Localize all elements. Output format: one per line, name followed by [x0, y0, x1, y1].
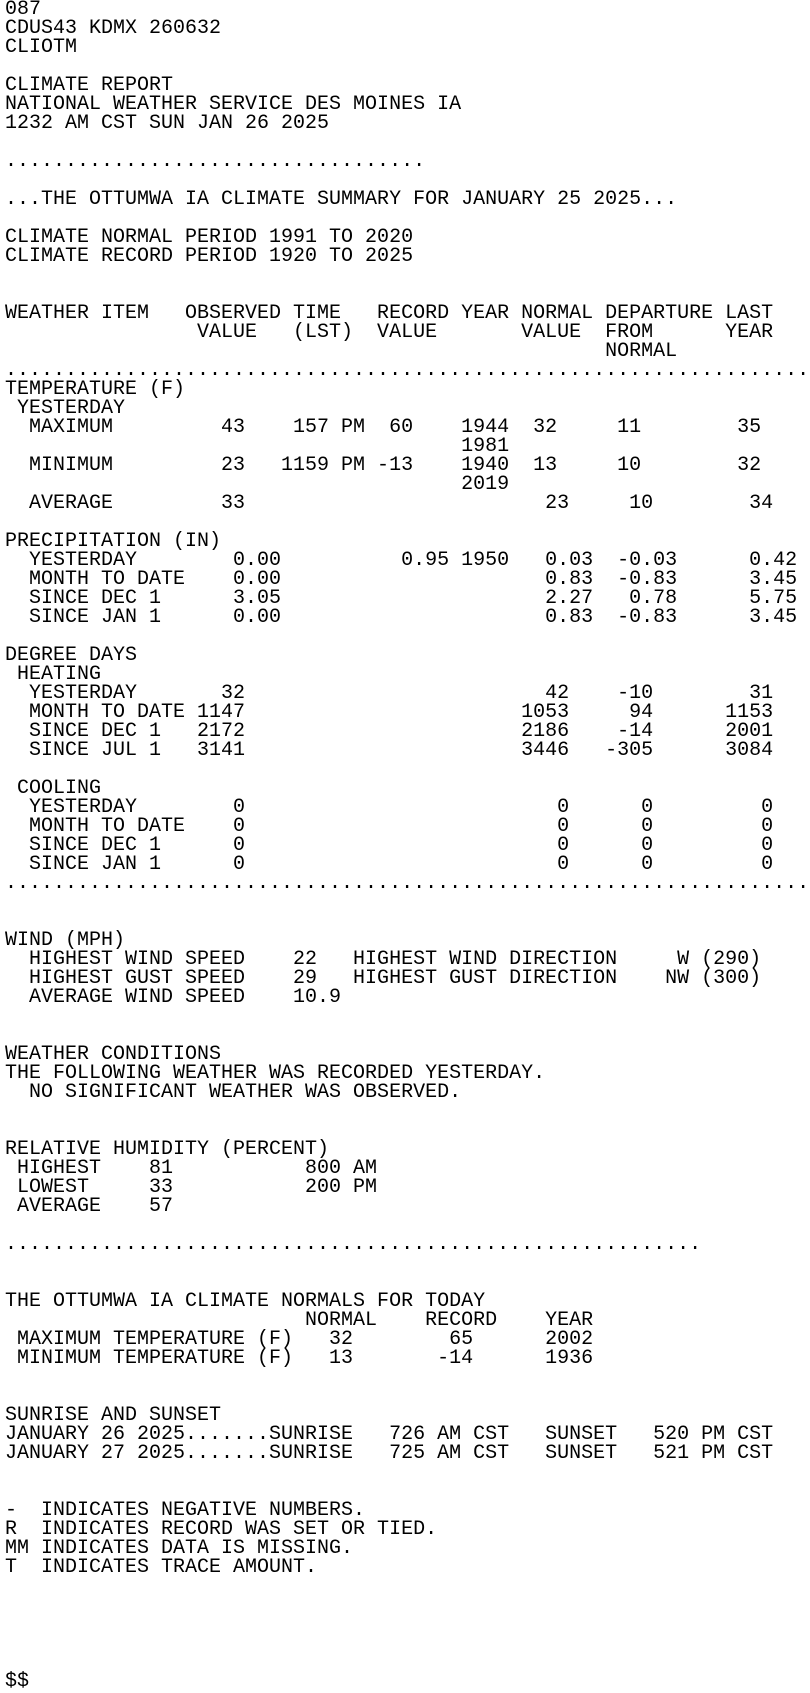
report-line [5, 1653, 810, 1672]
report-line [5, 1254, 810, 1273]
report-line: YESTERDAY 0.00 0.95 1950 0.03 -0.03 0.42 [5, 549, 798, 572]
report-line: MONTH TO DATE 0 0 0 0 [5, 815, 774, 838]
report-line: YESTERDAY 0 0 0 0 [5, 796, 774, 819]
report-line: CLIMATE RECORD PERIOD 1920 TO 2025 [5, 245, 414, 268]
report-line: MONTH TO DATE 0.00 0.83 -0.83 3.45 [5, 568, 798, 591]
report-line: HIGHEST WIND SPEED 22 HIGHEST WIND DIRECTION W (290) [5, 948, 762, 971]
report-line: $$ [5, 1670, 30, 1693]
report-line: NATIONAL WEATHER SERVICE DES MOINES IA [5, 93, 462, 116]
report-line: NORMAL [5, 340, 678, 363]
report-line [5, 1615, 810, 1634]
report-line: CLIMATE REPORT [5, 74, 174, 97]
report-line: AVERAGE 57 [5, 1195, 174, 1218]
report-line [5, 1634, 810, 1653]
report-line [5, 1577, 810, 1596]
report-line: WIND (MPH) [5, 929, 126, 952]
report-line [5, 1102, 810, 1121]
report-line: JANUARY 27 2025.......SUNRISE 725 AM CST SUNSET 521 PM CST [5, 1442, 774, 1465]
report-line: 2019 [5, 473, 510, 496]
report-line: SUNRISE AND SUNSET [5, 1404, 222, 1427]
report-line: THE FOLLOWING WEATHER WAS RECORDED YESTERDAY. [5, 1062, 546, 1085]
report-line: YESTERDAY [5, 397, 126, 420]
report-line: 087 [5, 0, 42, 21]
report-line: LOWEST 33 200 PM [5, 1176, 378, 1199]
report-line: HIGHEST GUST SPEED 29 HIGHEST GUST DIRECTION NW (300) [5, 967, 762, 990]
report-line: VALUE (LST) VALUE VALUE FROM YEAR [5, 321, 774, 344]
report-line: ................................................................... [5, 359, 810, 382]
report-line: WEATHER ITEM OBSERVED TIME RECORD YEAR NORMAL DEPARTURE LAST [5, 302, 774, 325]
report-line: CLIMATE NORMAL PERIOD 1991 TO 2020 [5, 226, 414, 249]
report-line: - INDICATES NEGATIVE NUMBERS. [5, 1499, 366, 1522]
report-line [5, 1596, 810, 1615]
report-line [5, 912, 810, 931]
report-line: SINCE JAN 1 0.00 0.83 -0.83 3.45 [5, 606, 798, 629]
report-line: TEMPERATURE (F) [5, 378, 186, 401]
report-line: MINIMUM 23 1159 PM -13 1940 13 10 32 [5, 454, 762, 477]
report-line: 1981 [5, 435, 510, 458]
report-line: 1232 AM CST SUN JAN 26 2025 [5, 112, 330, 135]
report-line: ................................................................... [5, 872, 810, 895]
report-line: CLIOTM [5, 36, 78, 59]
report-line: HIGHEST 81 800 AM [5, 1157, 378, 1180]
report-line: SINCE DEC 1 0 0 0 0 [5, 834, 774, 857]
report-line: NORMAL RECORD YEAR [5, 1309, 594, 1332]
report-line: SINCE DEC 1 3.05 2.27 0.78 5.75 [5, 587, 798, 610]
report-line: PRECIPITATION (IN) [5, 530, 222, 553]
report-line: CDUS43 KDMX 260632 [5, 17, 222, 40]
report-line [5, 266, 810, 285]
report-line: MONTH TO DATE 1147 1053 94 1153 [5, 701, 774, 724]
report-line: ................................... [5, 150, 426, 173]
report-line: NO SIGNIFICANT WEATHER WAS OBSERVED. [5, 1081, 462, 1104]
report-line: MAXIMUM TEMPERATURE (F) 32 65 2002 [5, 1328, 594, 1351]
report-line: SINCE JUL 1 3141 3446 -305 3084 [5, 739, 774, 762]
report-line [5, 760, 810, 779]
report-line: MINIMUM TEMPERATURE (F) 13 -14 1936 [5, 1347, 594, 1370]
report-line: R INDICATES RECORD WAS SET OR TIED. [5, 1518, 438, 1541]
report-line: THE OTTUMWA IA CLIMATE NORMALS FOR TODAY [5, 1290, 486, 1313]
report-line: AVERAGE 33 23 10 34 [5, 492, 774, 515]
report-line [5, 1007, 810, 1026]
report-line: SINCE JAN 1 0 0 0 0 [5, 853, 774, 876]
report-line: ...THE OTTUMWA IA CLIMATE SUMMARY FOR JANUARY 25 2025... [5, 188, 678, 211]
report-line: COOLING [5, 777, 102, 800]
report-line: RELATIVE HUMIDITY (PERCENT) [5, 1138, 330, 1161]
report-line: T INDICATES TRACE AMOUNT. [5, 1556, 318, 1579]
report-line: DEGREE DAYS [5, 644, 138, 667]
report-line [5, 1368, 810, 1387]
report-line: MM INDICATES DATA IS MISSING. [5, 1537, 354, 1560]
report-line: WEATHER CONDITIONS [5, 1043, 222, 1066]
report-line: SINCE DEC 1 2172 2186 -14 2001 [5, 720, 774, 743]
report-line [5, 893, 810, 912]
report-line: YESTERDAY 32 42 -10 31 [5, 682, 774, 705]
report-line: .......................................................... [5, 1233, 702, 1256]
report-line: MAXIMUM 43 157 PM 60 1944 32 11 35 [5, 416, 762, 439]
report-line: AVERAGE WIND SPEED 10.9 [5, 986, 342, 1009]
report-line: JANUARY 26 2025.......SUNRISE 726 AM CST SUNSET 520 PM CST [5, 1423, 774, 1446]
report-line [5, 1463, 810, 1482]
report-line: HEATING [5, 663, 102, 686]
